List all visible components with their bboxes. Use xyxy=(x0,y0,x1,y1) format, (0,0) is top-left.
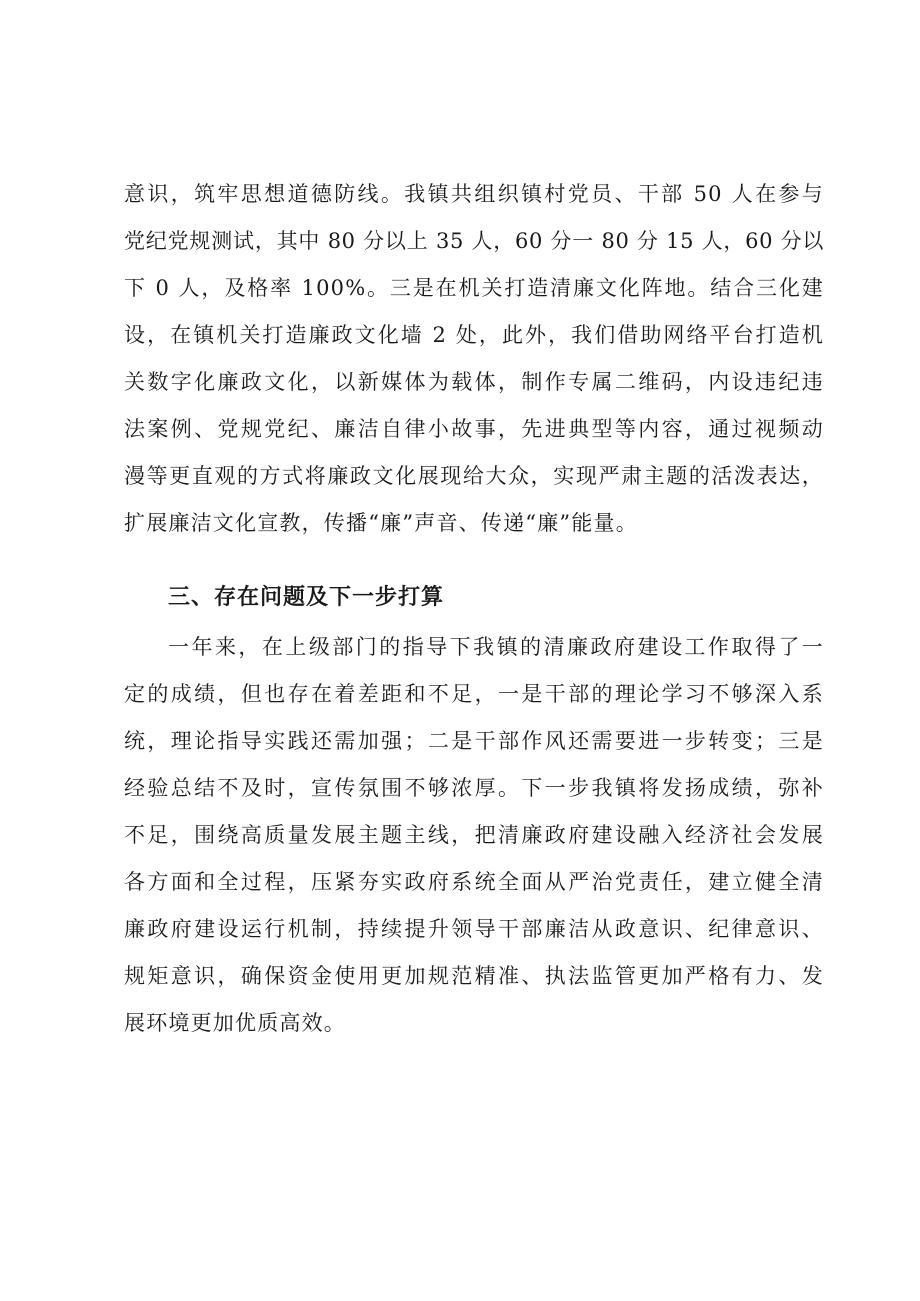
paragraph-2-line-7: 廉政府建设运行机制，持续提升领导干部廉洁从政意识、纪律意识、 xyxy=(124,917,824,941)
paragraph-1-line-4: 设，在镇机关打造廉政文化墙 2 处，此外，我们借助网络平台打造机 xyxy=(124,323,824,347)
paragraph-2-line-8: 规矩意识，确保资金使用更加规范精准、执法监管更加严格有力、发 xyxy=(124,964,824,988)
paragraph-2-line-3: 统，理论指导实践还需加强；二是干部作风还需要进一步转变；三是 xyxy=(124,729,824,753)
paragraph-2-line-1: 一年来，在上级部门的指导下我镇的清廉政府建设工作取得了一 xyxy=(168,635,824,659)
paragraph-1-line-6: 法案例、党规党纪、廉洁自律小故事，先进典型等内容，通过视频动 xyxy=(124,417,824,441)
section-heading: 三、存在问题及下一步打算 xyxy=(168,585,445,610)
paragraph-1-line-8: 扩展廉洁文化宣教，传播“廉”声音、传递“廉”能量。 xyxy=(124,511,638,535)
paragraph-1-line-5: 关数字化廉政文化，以新媒体为载体，制作专属二维码，内设违纪违 xyxy=(124,370,824,394)
paragraph-2-line-5: 不足，围绕高质量发展主题主线，把清廉政府建设融入经济社会发展 xyxy=(124,823,824,847)
paragraph-1-line-1: 意识，筑牢思想道德防线。我镇共组织镇村党员、干部 50 人在参与 xyxy=(124,182,824,206)
paragraph-1-line-3: 下 0 人，及格率 100%。三是在机关打造清廉文化阵地。结合三化建 xyxy=(124,276,824,300)
paragraph-2-line-2: 定的成绩，但也存在着差距和不足，一是干部的理论学习不够深入系 xyxy=(124,682,824,706)
paragraph-2-line-4: 经验总结不及时，宣传氛围不够浓厚。下一步我镇将发扬成绩，弥补 xyxy=(124,776,824,800)
paragraph-2-line-6: 各方面和全过程，压紧夯实政府系统全面从严治党责任，建立健全清 xyxy=(124,870,824,894)
paragraph-1-line-2: 党纪党规测试，其中 80 分以上 35 人，60 分一 80 分 15 人，60 分以 xyxy=(124,229,824,253)
paragraph-2-line-9: 展环境更加优质高效。 xyxy=(124,1011,346,1035)
paragraph-1-line-7: 漫等更直观的方式将廉政文化展现给大众，实现严肃主题的活泼表达， xyxy=(124,464,824,488)
